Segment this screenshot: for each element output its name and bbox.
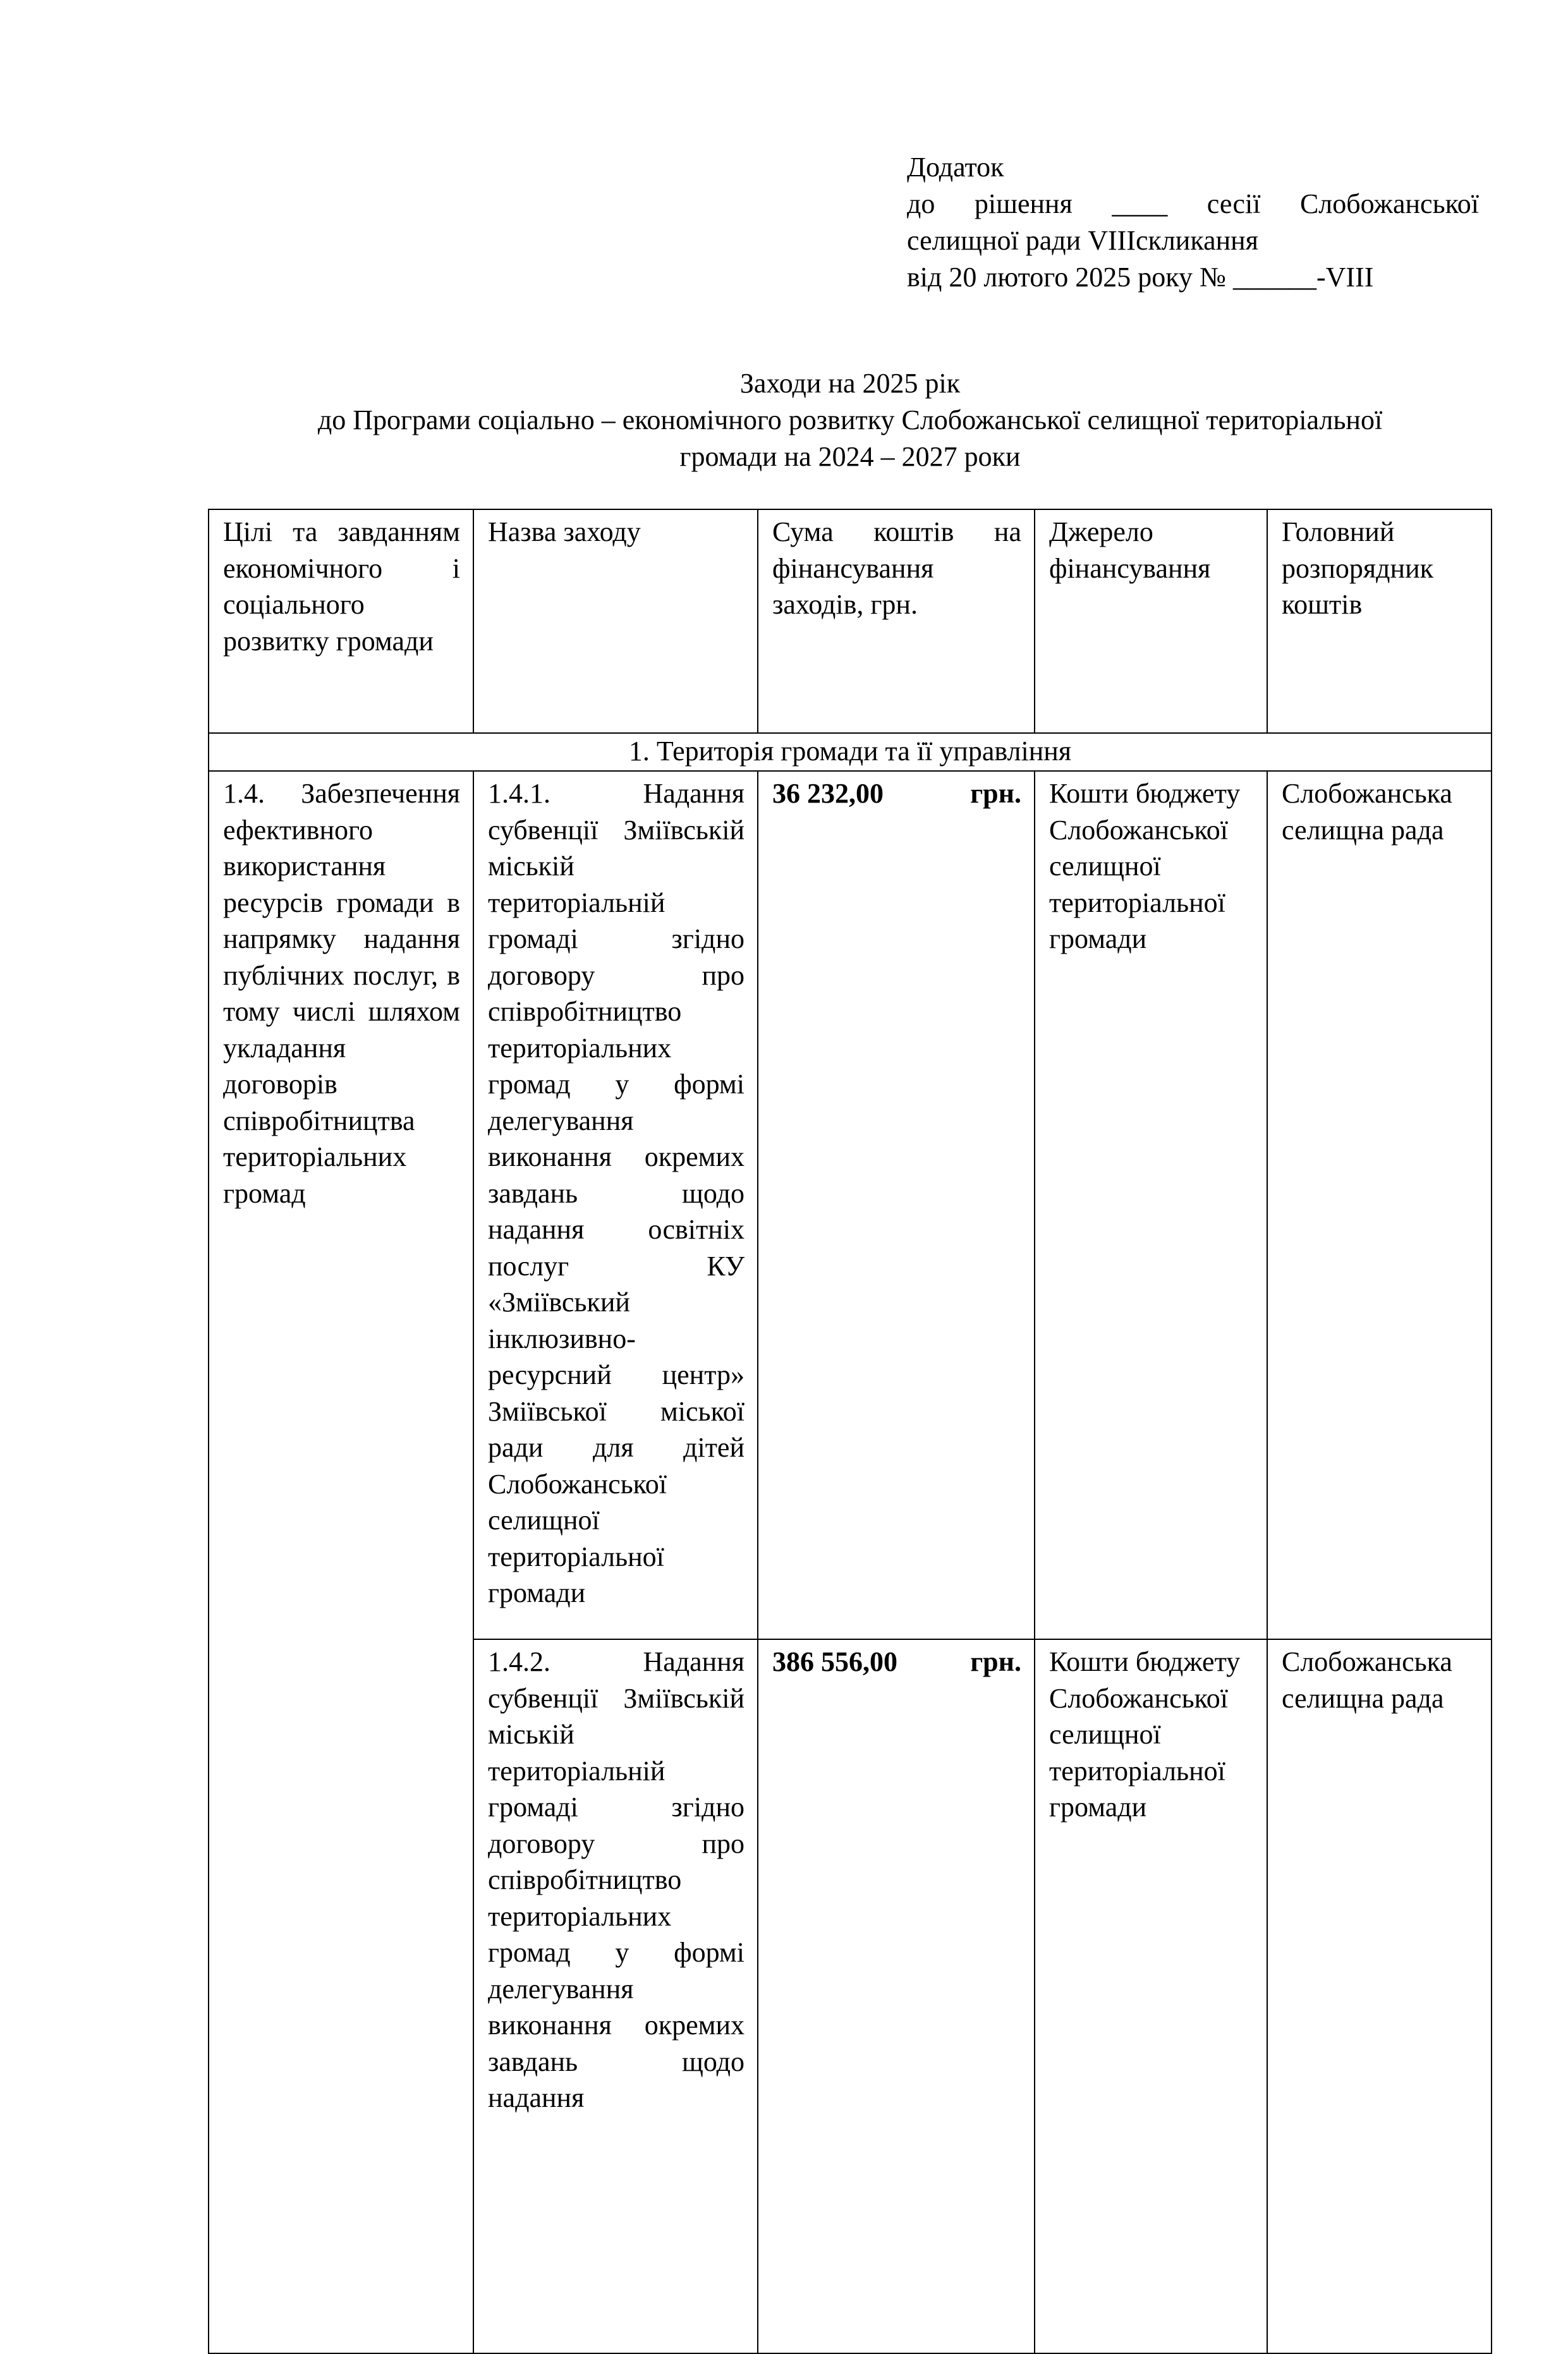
measures-table [208,509,1492,2354]
measure-cell: 1.4.2. Надання субвенції Зміївській міській територіальній громаді згідно договору про співробітництво територіальних громад у формі делегування виконання окремих завдань щодо надання [473,1639,758,2353]
addendum-line: селищної ради VIIIскликання [907,225,1258,256]
header-amount: Сума коштів на фінансування заходів, грн. [758,509,1035,733]
header-source: Джерело фінансування [1035,509,1267,733]
section-row [209,733,1492,771]
amount-number: 386 556,00 [772,1646,897,1677]
source-cell: Кошти бюджету Слобожанської селищної територіальної громади [1035,771,1267,1639]
title-line: Заходи на 2025 рік [739,368,961,399]
title-line: до Програми соціально – економічного розвитку Слобожанської селищної територіальної [317,404,1383,435]
source-cell: Кошти бюджету Слобожанської селищної територіальної громади [1035,1639,1267,2353]
manager-cell: Слобожанська селищна рада [1267,771,1492,1639]
table-header-row [209,509,1492,733]
amount-value [772,1644,1021,1680]
amount-value [772,775,1021,812]
header-manager: Головний розпорядник коштів [1267,509,1492,733]
addendum-line: Додаток [907,152,1004,183]
header-measure: Назва заходу [473,509,758,733]
amount-cell [758,771,1035,1639]
addendum-line: до рішення ____ сесії Слобожанської [907,188,1479,219]
header-goals: Цілі та завданням економічного і соціального розвитку громади [209,509,473,733]
document-title [209,365,1492,475]
addendum-line: від 20 лютого 2025 року № ______-VIII [907,262,1374,293]
manager-cell: Слобожанська селищна рада [1267,1639,1492,2353]
amount-number: 36 232,00 [772,778,884,809]
addendum-block [907,149,1479,296]
section-title: 1. Територія громади та її управління [209,733,1492,771]
amount-cell [758,1639,1035,2353]
table-row [209,771,1492,1639]
measure-cell: 1.4.1. Надання субвенції Зміївській міській територіальній громаді згідно договору про співробітництво територіальних громад у формі делегування виконання окремих завдань щодо надання освітніх послуг КУ «Зміївський інклюзивно-ресурсний центр» Зміївської міської ради для дітей Слобожанської селищної територіальної громади [473,771,758,1639]
goal-cell: 1.4. Забезпечення ефективного використання ресурсів громади в напрямку надання публічних послуг, в тому числі шляхом укладання договорів співробітництва територіальних громад [209,771,473,2353]
title-line: громади на 2024 – 2027 роки [679,441,1021,472]
amount-unit: грн. [970,1646,1021,1677]
amount-unit: грн. [970,778,1021,809]
